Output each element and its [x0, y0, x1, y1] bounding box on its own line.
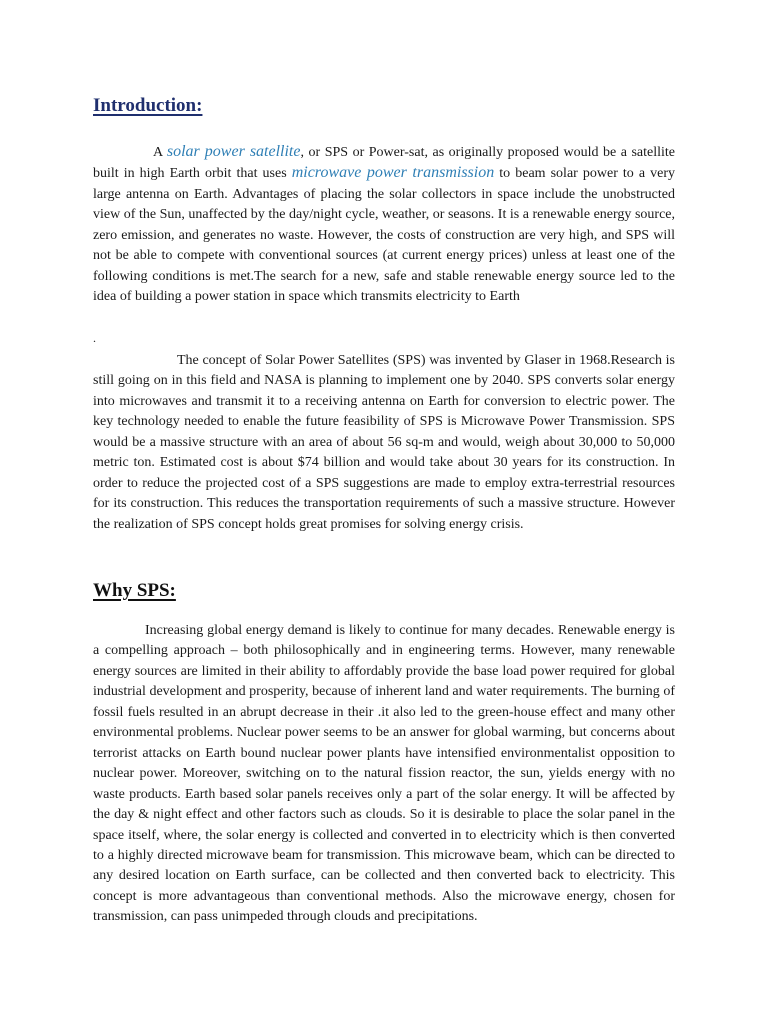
term-solar-power-satellite: solar power satellite — [166, 143, 301, 160]
intro-paragraph-1 — [93, 142, 675, 308]
intro-p2-text: The concept of Solar Power Satellites (SPS) was invented by Glaser in 1968.Research is still going on in this field and NASA is planning to implement one by 2040. SPS converts solar energy into microwaves and transmit it to a receiving antenna on Earth for conversion to electric power. The key technology needed to enable the future feasibility of SPS is Microwave Power Transmission. SPS would be a massive structure with an area of about 56 sq-m and would, weigh about 30,000 to 50,000 metric ton. Estimated cost is about $74 billion and would take about 30 years for its construction. In order to reduce the projected cost of a SPS suggestions are made to employ extra-terrestrial resources for its construction. This reduces the transportation requirements of such a massive structure. However the realization of SPS concept holds great promises for solving energy crisis. — [93, 353, 675, 532]
why-p1-text: Increasing global energy demand is likely to continue for many decades. Renewable energy is a compelling approach – both philosophically and in engineering terms. However, many renewable energy sources are limited in their ability to affordably provide the base load power required for global industrial development and prosperity, because of inherent land and water requirements. The burning of fossil fuels resulted in an abrupt decrease in their .it also led to the green-house effect and many other environmental problems. Nuclear power seems to be an answer for global warming, but concerns about terrorist attacks on Earth bound nuclear power plants have intensified environmentalist opposition to nuclear power. Moreover, switching on to the natural fission reactor, the sun, yields energy with no waste products. Earth based solar panels receives only a part of the solar energy. It will be affected by the day & night effect and other factors such as clouds. So it is desirable to place the solar panel in the space itself, where, the solar energy is collected and converted in to electricity which is then converted to a highly directed microwave beam for transmission. This microwave beam, which can be directed to any desired location on Earth surface, can be collected and then converted back to electricity. This concept is more advantageous than conventional methods. Also the microwave energy, chosen for transmission, can pass unimpeded through clouds and precipitations. — [93, 623, 675, 925]
why-sps-paragraph — [93, 621, 675, 928]
intro-p1-text-a: A — [153, 145, 167, 160]
intro-paragraph-2 — [93, 351, 675, 535]
stray-dot: . — [93, 331, 96, 345]
introduction-heading: Introduction: — [93, 95, 203, 116]
intro-p1-text-c: to beam solar power to a very large antenna on Earth. Advantages of placing the solar collectors in space include the unobstructed view of the Sun, unaffected by the day/night cycle, weather, or seasons. It is a renewable energy source, zero emission, and generates no waste. However, the costs of construction are very high, and SPS will not be able to compete with conventional sources (at current energy prices) unless at least one of the following conditions is met.The search for a new, safe and stable renewable energy source led to the idea of building a power station in space which transmits electricity to Earth — [93, 166, 676, 305]
term-microwave-power-transmission: microwave power transmission — [291, 164, 495, 182]
why-sps-heading: Why SPS: — [93, 580, 176, 601]
intro-p1-text-b: , or SPS or Power-sat, as originally proposed would be a satellite built in high Earth orbit that uses — [93, 145, 676, 182]
